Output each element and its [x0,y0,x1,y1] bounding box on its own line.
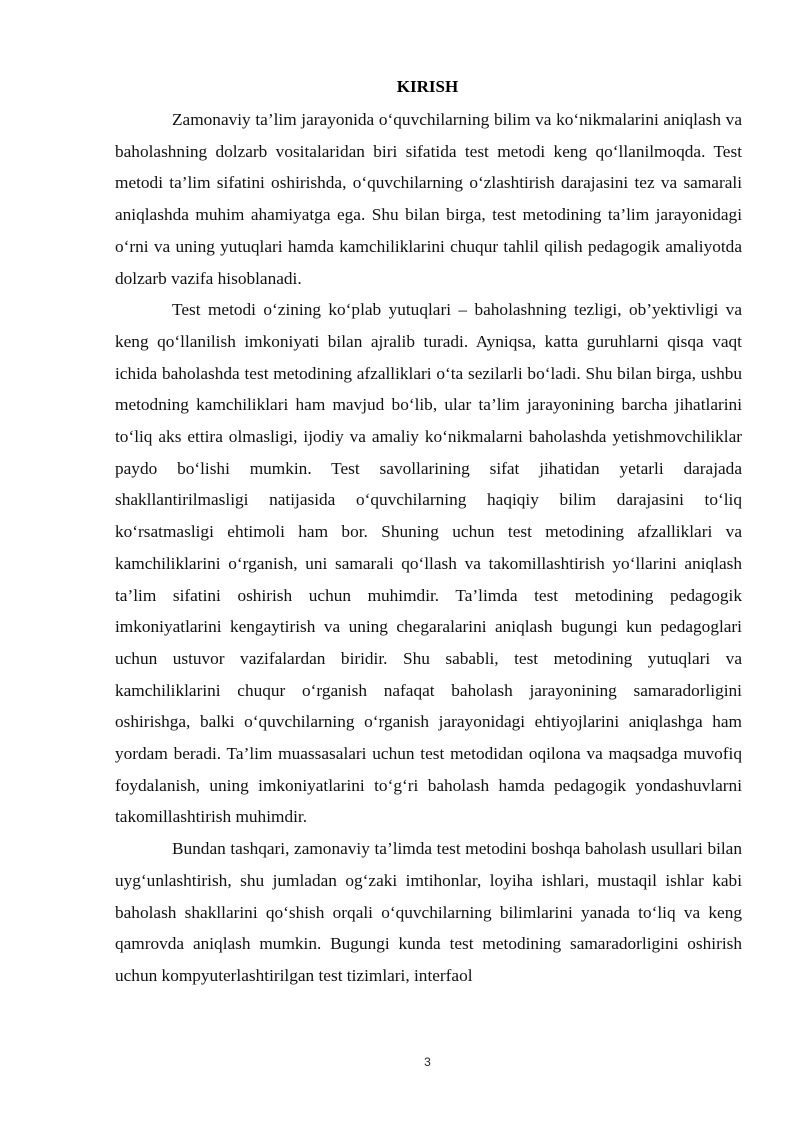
body-text [115,104,742,992]
page-number: 3 [424,1055,431,1069]
paragraph-3: Bundan tashqari, zamonaviy ta’limda test metodini boshqa baholash usullari bilan uyg‘unlashtirish, shu jumladan og‘zaki imtihonlar, loyiha ishlari, mustaqil ishlar kabi baholash shakllarini qo‘shish orqali o‘quvchilarning bilimlarini yanada to‘liq va keng qamrovda aniqlash mumkin. Bugungi kunda test metodining samaradorligini oshirish uchun kompyuterlashtirilgan test tizimlari, interfaol [115,839,742,985]
section-heading: KIRISH [396,77,459,96]
paragraph-2: Test metodi o‘zining ko‘plab yutuqlari – baholashning tezligi, ob’yektivligi va keng qo‘llanilish imkoniyati bilan ajralib turadi. Ayniqsa, katta guruhlarni qisqa vaqt ichida baholashda test metodining afzalliklari o‘ta sezilarli bo‘ladi. Shu bilan birga, ushbu metodning kamchiliklari ham mavjud bo‘lib, ular ta’lim jarayonining barcha jihatlarini to‘liq aks ettira olmasligi, ijodiy va amaliy ko‘nikmalarni baholashda yetishmovchiliklar paydo bo‘lishi mumkin. Test savollarining sifat jihatidan yetarli darajada shakllantirilmasligi natijasida o‘quvchilarning haqiqiy bilim darajasini to‘liq ko‘rsatmasligi ehtimoli ham bor. Shuning uchun test metodining afzalliklari va kamchiliklarini o‘rganish, uni samarali qo‘llash va takomillashtirish yo‘llarini aniqlash ta’lim sifatini oshirish uchun muhimdir. Ta’limda test metodining pedagogik imkoniyatlarini kengaytirish va uning chegaralarini aniqlash bugungi kun pedagoglari uchun ustuvor vazifalardan biridir. Shu sababli, test metodining yutuqlari va kamchiliklarini chuqur o‘rganish nafaqat baholash jarayonining samaradorligini oshirishga, balki o‘quvchilarning o‘rganish jarayonidagi ehtiyojlarini aniqlashga ham yordam beradi. Ta’lim muassasalari uchun test metodidan oqilona va maqsadga muvofiq foydalanish, uning imkoniyatlarini to‘g‘ri baholash hamda pedagogik yondashuvlarni takomillashtirish muhimdir. [115,300,742,827]
paragraph-1: Zamonaviy ta’lim jarayonida o‘quvchilarning bilim va ko‘nikmalarini aniqlash va baholashning dolzarb vositalaridan biri sifatida test metodi keng qo‘llanilmoqda. Test metodi ta’lim sifatini oshirishda, o‘quvchilarning o‘zlashtirish darajasini tez va samarali aniqlashda muhim ahamiyatga ega. Shu bilan birga, test metodining ta’lim jarayonidagi o‘rni va uning yutuqlari hamda kamchiliklarini chuqur tahlil qilish pedagogik amaliyotda dolzarb vazifa hisoblanadi. [115,110,742,288]
